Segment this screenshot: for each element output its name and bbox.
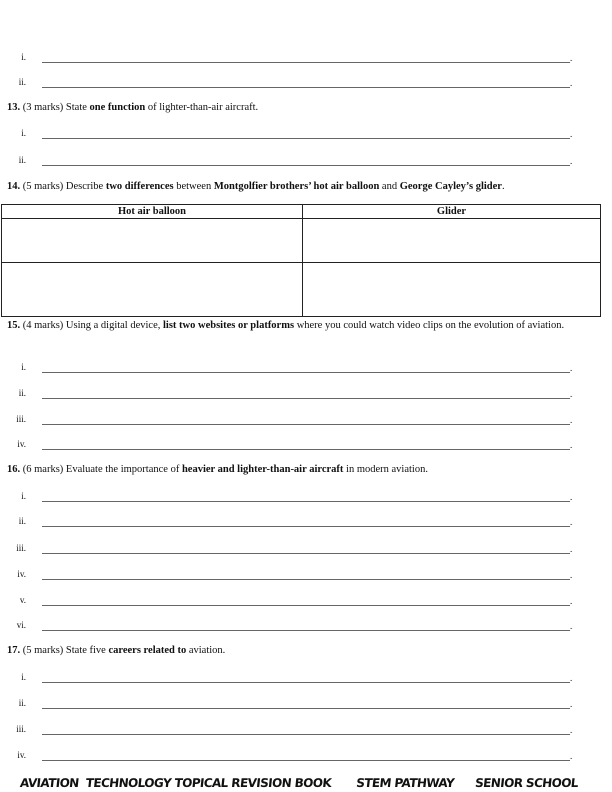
answer-line[interactable]: vi. . [0,620,612,634]
answer-line[interactable]: iv. . [0,569,612,583]
answer-line[interactable]: iii. . [0,414,612,428]
answer-rule [42,734,570,735]
line-number: ii. [18,77,26,87]
answer-line[interactable]: iii. . [0,543,612,557]
line-number: iii. [16,724,26,734]
answer-rule [42,62,570,63]
line-number: iii. [16,414,26,424]
question-13: 13. (3 marks) State one function of lighter-than-air aircraft. [7,102,259,113]
line-number: v. [19,595,26,605]
comparison-table [1,204,601,317]
question-number: 13. [7,102,21,113]
answer-cell[interactable] [303,219,601,263]
answer-line[interactable]: ii. . [0,155,612,169]
line-number: ii. [18,155,26,165]
line-number: iv. [17,569,26,579]
answer-rule [42,398,570,399]
answer-line[interactable]: i. . [0,491,612,505]
answer-rule [42,372,570,373]
answer-cell[interactable] [2,263,303,317]
line-number: i. [21,128,26,138]
answer-rule [42,630,570,631]
line-number: iv. [17,750,26,760]
footer-book-title: AVIATION TECHNOLOGY TOPICAL REVISION BOOK [19,776,332,790]
answer-line[interactable]: i. . [0,128,612,142]
question-number: 17. [7,645,21,656]
answer-line[interactable]: i. . [0,362,612,376]
question-17: 17. (5 marks) State five careers related to aviation. [7,645,226,656]
answer-cell[interactable] [303,263,601,317]
answer-line[interactable]: ii. . [0,77,612,91]
line-number: iii. [16,543,26,553]
line-number: ii. [18,698,26,708]
answer-rule [42,760,570,761]
answer-line[interactable]: ii. . [0,388,612,402]
line-number: vi. [16,620,26,630]
line-number: i. [21,362,26,372]
question-14: 14. (5 marks) Describe two differences between Montgolfier brothers’ hot air balloon and George Cayley’s glider. [7,181,505,192]
question-15: 15. (4 marks) Using a digital device, list two websites or platforms where you could watch video clips on the evolution of aviation. [7,320,565,331]
answer-rule [42,501,570,502]
answer-rule [42,605,570,606]
question-16: 16. (6 marks) Evaluate the importance of heavier and lighter-than-air aircraft in modern aviation. [7,464,428,475]
line-number: ii. [18,388,26,398]
answer-line[interactable]: ii. . [0,698,612,712]
line-number: i. [21,491,26,501]
answer-rule [42,526,570,527]
answer-line[interactable]: ii. . [0,516,612,530]
answer-rule [42,579,570,580]
answer-line[interactable]: iii. . [0,724,612,738]
answer-line[interactable]: v. . [0,595,612,609]
answer-line[interactable]: i. . [0,672,612,686]
line-number: i. [21,52,26,62]
answer-rule [42,553,570,554]
answer-rule [42,138,570,139]
answer-line[interactable]: iv. . [0,439,612,453]
footer-school: SENIOR SCHOOL [474,776,579,790]
answer-rule [42,449,570,450]
line-number: iv. [17,439,26,449]
answer-rule [42,165,570,166]
line-number: ii. [18,516,26,526]
question-number: 16. [7,464,21,475]
answer-cell[interactable] [2,219,303,263]
answer-rule [42,682,570,683]
answer-rule [42,87,570,88]
answer-rule [42,708,570,709]
footer-pathway: STEM PATHWAY [355,776,455,790]
header-hot-air-balloon: Hot air balloon [2,205,303,219]
question-number: 15. [7,320,21,331]
answer-line[interactable]: i. . [0,52,612,66]
header-glider: Glider [303,205,601,219]
page-footer [19,776,600,790]
answer-rule [42,424,570,425]
line-number: i. [21,672,26,682]
question-number: 14. [7,181,21,192]
answer-line[interactable]: iv. . [0,750,612,764]
